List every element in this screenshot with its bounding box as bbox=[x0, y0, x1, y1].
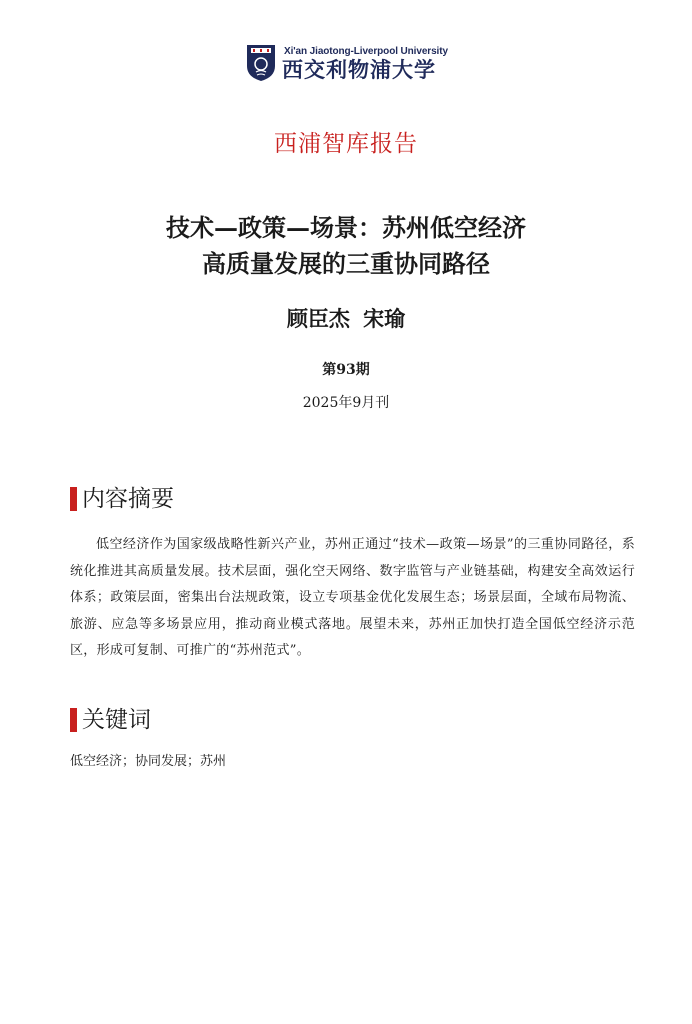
university-english-name: Xi'an Jiaotong-Liverpool University bbox=[284, 46, 448, 57]
report-title-line-2: 高质量发展的三重协同路径 bbox=[202, 249, 490, 278]
abstract-text: 低空经济作为国家级战略性新兴产业，苏州正通过“技术—政策—场景”的三重协同路径，系统化推进其高质量发展。技术层面，强化空天网络、数字监管与产业链基础，构建安全高效运行体系；政策层面，密集出台法规政策，设立专项基金优化发展生态；场景层面，全域布局物流、旅游、应急等多场景应用，推动商业模式落地。展望未来，苏州正加快打造全国低空经济示范区，形成可复制、可推广的“苏州范式”。 bbox=[70, 537, 635, 658]
report-series-title: 西浦智库报告 bbox=[274, 131, 418, 157]
section-marker-bar bbox=[70, 487, 77, 511]
university-chinese-name: 西交利物浦大学 bbox=[282, 58, 436, 82]
abstract-heading bbox=[70, 484, 174, 514]
report-title-line-1: 技术—政策—场景：苏州低空经济 bbox=[166, 213, 526, 242]
shield-emblem-icon bbox=[246, 44, 276, 82]
abstract-heading-label: 内容摘要 bbox=[82, 486, 174, 512]
report-issue: 第93期 bbox=[322, 362, 370, 378]
keywords-text: 低空经济；协同发展；苏州 bbox=[70, 754, 227, 769]
university-logo bbox=[246, 44, 466, 84]
report-authors: 顾臣杰 宋瑜 bbox=[286, 306, 406, 331]
report-title bbox=[0, 210, 692, 282]
section-marker-bar bbox=[70, 708, 77, 732]
keywords-heading bbox=[70, 705, 151, 735]
report-date: 2025年9月刊 bbox=[302, 395, 390, 411]
keywords-heading-label: 关键词 bbox=[82, 707, 151, 733]
